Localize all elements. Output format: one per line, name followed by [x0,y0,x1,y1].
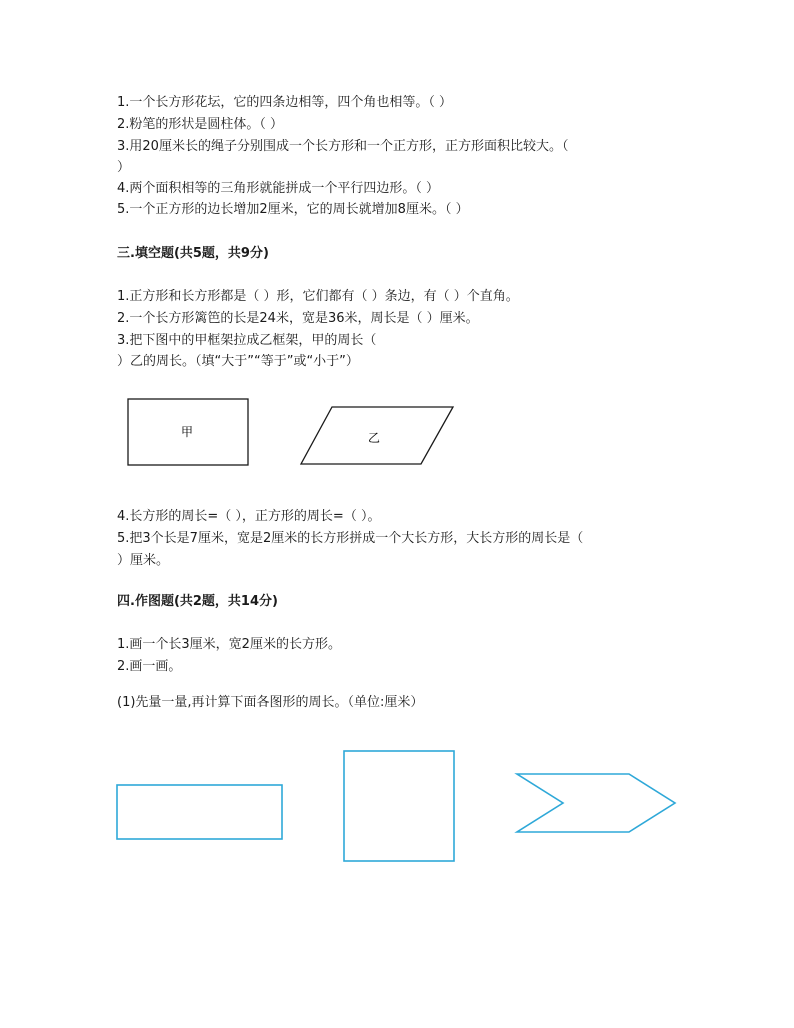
section4-q2-sub1: (1)先量一量,再计算下面各图形的周长。（单位:厘米） [117,695,424,710]
arrow-pentagon-shape [517,774,675,832]
section3-q5-line1: 5.把3个长是7厘米，宽是2厘米的长方形拼成一个大长方形，大长方形的周长是（ [117,531,584,546]
section4-q2: 2.画一画。 [117,659,182,674]
section2-q1: 1.一个长方形花坛，它的四条边相等，四个角也相等。（ ） [117,95,453,110]
frame-yi-label: 乙 [367,431,381,445]
rectangle-figure [116,784,284,842]
section3-q5-line2: ）厘米。 [117,553,170,568]
arrow-shape-figure [516,772,678,834]
section2-q4: 4.两个面积相等的三角形就能拼成一个平行四边形。（ ） [117,181,440,196]
rectangle-shape [117,785,282,839]
frame-yi-figure [300,405,456,467]
section4-title: 四.作图题(共2题，共14分) [117,594,278,609]
frame-jia-label: 甲 [180,425,194,439]
section2-q5: 5.一个正方形的边长增加2厘米，它的周长就增加8厘米。（ ） [117,202,469,217]
section2-q2: 2.粉笔的形状是圆柱体。（ ） [117,117,284,132]
section2-q3-line2: ） [117,160,131,175]
section3-title: 三.填空题(共5题，共9分) [117,246,269,261]
square-shape [344,751,454,861]
section3-q4: 4.长方形的周长=（ ），正方形的周长=（ ）。 [117,509,381,524]
section2-q3-line1: 3.用20厘米长的绳子分别围成一个长方形和一个正方形，正方形面积比较大。（ [117,139,569,154]
frame-jia-figure [127,398,251,468]
section3-q3-line1: 3.把下图中的甲框架拉成乙框架，甲的周长（ [117,333,377,348]
section3-q1: 1.正方形和长方形都是（ ）形，它们都有（ ）条边，有（ ）个直角。 [117,289,519,304]
section3-q3-line2: ）乙的周长。（填“大于”“等于”或“小于”） [117,354,359,369]
section3-q2: 2.一个长方形篱笆的长是24米，宽是36米，周长是（ ）厘米。 [117,311,479,326]
section4-q1: 1.画一个长3厘米，宽2厘米的长方形。 [117,637,341,652]
square-figure [343,750,457,864]
